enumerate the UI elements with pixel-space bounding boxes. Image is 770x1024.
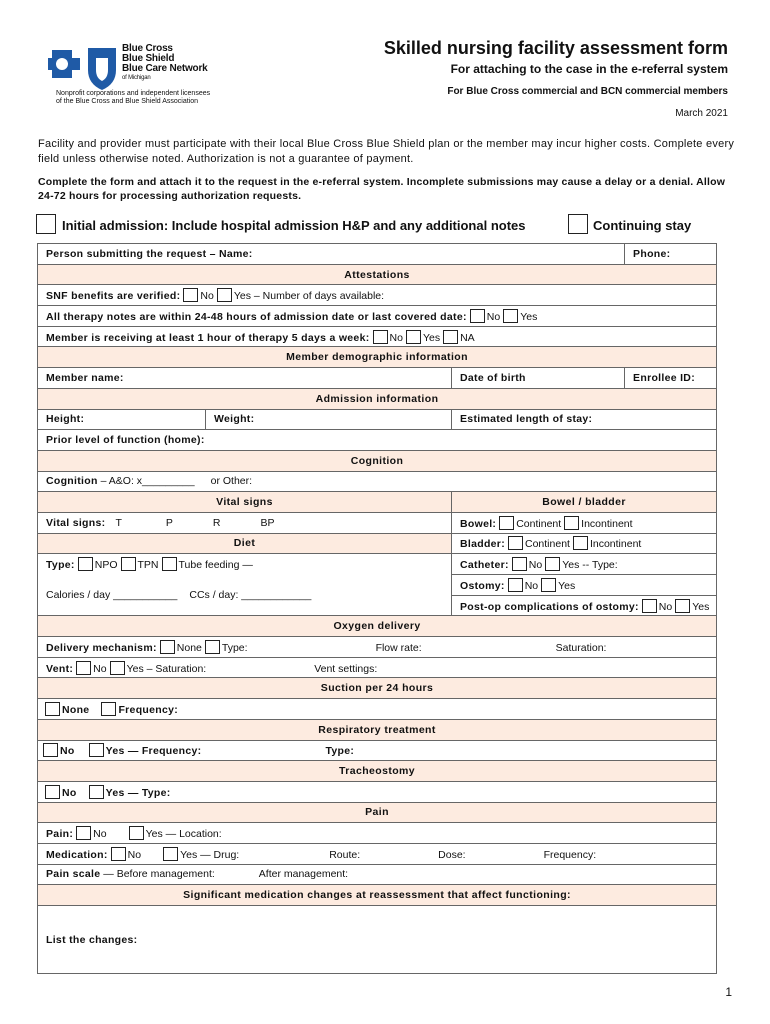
vent-yes-label: Yes – Saturation: (126, 662, 207, 675)
yes-label: Yes (558, 579, 576, 592)
table-row (38, 264, 717, 285)
therapy-notes-row (38, 306, 717, 327)
snf-yes-label: Yes – Number of days available: (233, 290, 385, 303)
table-row (38, 657, 717, 678)
table-row (38, 761, 717, 782)
yes-label: Yes (422, 331, 441, 344)
diet-npo-checkbox[interactable] (78, 557, 93, 571)
tube-feeding-label: Tube feeding — (178, 559, 253, 572)
continuing-stay-label: Continuing stay (593, 218, 692, 233)
logo-line: Blue Shield (122, 53, 175, 64)
therapy-notes-yes-checkbox[interactable] (503, 309, 518, 323)
vent-settings-label: Vent settings: (314, 662, 378, 675)
pain-label: Pain: (46, 828, 74, 841)
no-label: No (60, 745, 75, 758)
pain-scale-label: Pain scale (46, 868, 101, 881)
table-row (38, 409, 717, 430)
table-row (38, 843, 717, 864)
vent-no-checkbox[interactable] (76, 661, 91, 675)
continent-label: Continent (525, 538, 570, 551)
respiration-label: R (212, 516, 221, 529)
respiratory-row (38, 740, 717, 761)
table-row (38, 637, 717, 658)
list-changes-field[interactable]: List the changes: (38, 906, 717, 974)
bladder-label: Bladder: (460, 538, 505, 551)
cognition-row[interactable] (38, 471, 717, 492)
no-label: No (524, 579, 539, 592)
logo-sub-line: Nonprofit corporations and independent licensees (56, 90, 211, 97)
tracheostomy-row (38, 781, 717, 802)
section-header-medication-changes: Significant medication changes at reassessment that affect functioning: (38, 885, 717, 906)
section-header-pain: Pain (38, 802, 717, 823)
bowel-row (452, 512, 717, 533)
suction-frequency-checkbox[interactable] (101, 702, 116, 716)
snf-benefits-label: SNF benefits are verified: (46, 290, 181, 303)
blood-pressure-label: BP (260, 516, 275, 529)
page-number: 1 (725, 985, 732, 999)
bladder-incontinent-checkbox[interactable] (573, 536, 588, 550)
submitter-name-field[interactable]: Person submitting the request – Name: (38, 244, 625, 265)
route-label: Route: (329, 848, 361, 861)
table-row (38, 306, 717, 327)
npo-label: NPO (94, 559, 118, 572)
no-label: No (389, 331, 403, 344)
trach-no-checkbox[interactable] (45, 785, 60, 799)
temperature-label: T (115, 516, 122, 529)
respiratory-type-label: Type: (325, 745, 355, 758)
section-header-bowel-bladder: Bowel / bladder (452, 492, 717, 513)
table-row (38, 533, 717, 554)
table-row (38, 430, 717, 451)
therapy-notes-no-checkbox[interactable] (470, 309, 485, 323)
diet-tube-feeding-checkbox[interactable] (162, 557, 177, 571)
snf-benefits-row (38, 285, 717, 306)
section-header-oxygen: Oxygen delivery (38, 616, 717, 637)
enrollee-id-field[interactable]: Enrollee ID: (625, 368, 717, 389)
type-label: Type: (221, 641, 248, 654)
calories-row[interactable] (38, 575, 452, 616)
section-header-attestations: Attestations (38, 264, 717, 285)
pain-row (38, 823, 717, 844)
table-row (38, 326, 717, 347)
flow-rate-label: Flow rate: (375, 641, 422, 654)
bladder-continent-checkbox[interactable] (508, 536, 523, 550)
form-subtitle: For attaching to the case in the e-referral system (450, 62, 728, 76)
section-header-admission: Admission information (38, 388, 717, 409)
table-row (38, 699, 717, 720)
therapy-hour-no-checkbox[interactable] (373, 330, 388, 344)
bowel-continent-checkbox[interactable] (499, 516, 514, 530)
no-label: No (93, 828, 107, 841)
table-row (38, 678, 717, 699)
respiratory-yes-checkbox[interactable] (89, 743, 104, 757)
table-row (38, 719, 717, 740)
incontinent-label: Incontinent (581, 517, 633, 530)
logo-subtitle (56, 90, 210, 106)
date-of-birth-field[interactable]: Date of birth (452, 368, 625, 389)
catheter-row (452, 554, 717, 575)
table-row (38, 885, 717, 906)
table-row (38, 244, 717, 265)
incontinent-label: Incontinent (589, 538, 642, 551)
prior-level-of-function-field[interactable]: Prior level of function (home): (38, 430, 717, 451)
table-row (38, 347, 717, 368)
medication-no-checkbox[interactable] (111, 847, 126, 861)
therapy-hour-row (38, 326, 717, 347)
dose-label: Dose: (438, 848, 466, 861)
diet-tpn-checkbox[interactable] (121, 557, 136, 571)
table-row (38, 512, 717, 533)
logo-sub-line: of the Blue Cross and Blue Shield Association (56, 98, 199, 105)
vent-label: Vent: (46, 662, 74, 675)
medication-label: Medication: (46, 848, 108, 861)
no-label: No (127, 848, 142, 861)
none-label: None (176, 641, 202, 654)
table-row (38, 450, 717, 471)
intro-instructions: Complete the form and attach it to the request in the e-referral system. Incomplete submissions may cause a delay or a denial. Allow 24-72 hours for processing authorization requests. (38, 176, 726, 202)
section-header-tracheostomy: Tracheostomy (38, 761, 717, 782)
vent-yes-checkbox[interactable] (110, 661, 125, 675)
admission-type-row (36, 214, 736, 240)
vital-signs-label: Vital signs: (46, 516, 106, 529)
phone-field[interactable]: Phone: (625, 244, 717, 265)
catheter-no-checkbox[interactable] (512, 557, 527, 571)
after-management-label: After management: (258, 868, 349, 881)
saturation-label: Saturation: (555, 641, 607, 654)
yes-label: Yes (520, 310, 538, 323)
catheter-yes-label: Yes -- Type: (562, 559, 618, 572)
yes-location-label: Yes — Location: (145, 828, 222, 841)
bladder-row (452, 533, 717, 554)
yes-type-label: Yes — Type: (105, 786, 171, 799)
continuing-stay-checkbox[interactable] (568, 214, 588, 234)
form-title: Skilled nursing facility assessment form (383, 38, 728, 58)
trach-yes-checkbox[interactable] (89, 785, 104, 799)
no-label: No (93, 662, 107, 675)
initial-admission-checkbox[interactable] (36, 214, 56, 234)
delivery-mechanism-row (38, 637, 717, 658)
ostomy-no-checkbox[interactable] (508, 578, 523, 592)
logo-line: Blue Care Network (122, 63, 208, 74)
table-row (38, 616, 717, 637)
table-row (38, 388, 717, 409)
ostomy-row (452, 575, 717, 596)
table-row (38, 368, 717, 389)
no-label: No (200, 290, 214, 303)
yes-drug-label: Yes — Drug: (180, 848, 240, 861)
therapy-notes-label: All therapy notes are within 24-48 hours of admission date or last covered date: (46, 310, 467, 323)
pulse-label: P (165, 516, 173, 529)
section-header-vital-signs: Vital signs (38, 492, 452, 513)
bowel-incontinent-checkbox[interactable] (564, 516, 579, 530)
calories-label: Calories / day ___________ (46, 588, 178, 601)
therapy-hour-label: Member is receiving at least 1 hour of therapy 5 days a week: (46, 331, 370, 344)
respiratory-no-checkbox[interactable] (43, 743, 58, 757)
none-label: None (62, 703, 90, 716)
suction-row (38, 699, 717, 720)
cognition-ao-label: – A&O: x_________ (100, 475, 195, 488)
table-row (38, 802, 717, 823)
catheter-label: Catheter: (460, 559, 509, 572)
logo-line: Blue Cross (122, 43, 173, 54)
na-label: NA (460, 331, 475, 344)
delivery-none-checkbox[interactable] (160, 640, 175, 654)
vital-signs-row[interactable] (38, 512, 452, 533)
delivery-mechanism-label: Delivery mechanism: (46, 641, 157, 654)
yes-label: Yes (692, 600, 710, 613)
therapy-hour-yes-checkbox[interactable] (406, 330, 421, 344)
initial-admission-label: Initial admission: Include hospital admission H&P and any additional notes (62, 218, 526, 233)
assessment-form-table (37, 243, 717, 974)
table-row (38, 285, 717, 306)
catheter-yes-checkbox[interactable] (545, 557, 560, 571)
before-management-label: — Before management: (103, 868, 215, 881)
yes-frequency-label: Yes — Frequency: (105, 745, 202, 758)
suction-none-checkbox[interactable] (45, 702, 60, 716)
form-date: March 2021 (675, 108, 728, 119)
table-row (38, 781, 717, 802)
weight-field[interactable]: Weight: (206, 409, 452, 430)
vent-row (38, 657, 717, 678)
intro-paragraph: Facility and provider must participate with their local Blue Cross Blue Shield plan or the member may incur higher costs. Complete every field unless otherwise noted. Authorization is not a guarantee of payment. (38, 138, 735, 165)
table-row (38, 864, 717, 885)
frequency-label: Frequency: (118, 703, 179, 716)
pain-scale-row[interactable] (38, 864, 717, 885)
continent-label: Continent (516, 517, 562, 530)
table-row (38, 575, 717, 596)
no-label: No (658, 600, 673, 613)
postop-label: Post-op complications of ostomy: (460, 600, 639, 613)
table-row (38, 492, 717, 513)
postop-row (452, 595, 717, 616)
no-label: No (62, 786, 77, 799)
snf-no-checkbox[interactable] (183, 288, 198, 302)
cognition-label: Cognition (46, 475, 98, 488)
med-frequency-label: Frequency: (543, 848, 597, 861)
pain-no-checkbox[interactable] (76, 826, 91, 840)
no-label: No (486, 310, 501, 323)
table-row (38, 823, 717, 844)
medication-row (38, 843, 717, 864)
medication-yes-checkbox[interactable] (163, 847, 178, 861)
cognition-other-label: or Other: (210, 475, 253, 488)
height-field[interactable]: Height: (38, 409, 206, 430)
diet-type-row (38, 554, 452, 575)
table-row (38, 471, 717, 492)
length-of-stay-field[interactable]: Estimated length of stay: (452, 409, 717, 430)
ostomy-yes-checkbox[interactable] (541, 578, 556, 592)
ccs-label: CCs / day: ____________ (189, 588, 312, 601)
logo-line: of Michigan (122, 75, 151, 81)
table-row (38, 740, 717, 761)
member-name-field[interactable]: Member name: (38, 368, 452, 389)
section-header-respiratory: Respiratory treatment (38, 719, 717, 740)
pain-yes-checkbox[interactable] (129, 826, 144, 840)
tpn-label: TPN (137, 559, 159, 572)
ostomy-label: Ostomy: (460, 579, 505, 592)
logo-wordmark (122, 44, 208, 82)
bowel-label: Bowel: (460, 517, 497, 530)
table-row (38, 906, 717, 974)
no-label: No (528, 559, 543, 572)
snf-yes-checkbox[interactable] (217, 288, 232, 302)
diet-type-label: Type: (46, 559, 75, 572)
delivery-type-checkbox[interactable] (205, 640, 220, 654)
postop-no-checkbox[interactable] (642, 599, 657, 613)
section-header-cognition: Cognition (38, 450, 717, 471)
section-header-demographics: Member demographic information (38, 347, 717, 368)
postop-yes-checkbox[interactable] (675, 599, 690, 613)
table-row (38, 554, 717, 575)
section-header-diet: Diet (38, 533, 452, 554)
therapy-hour-na-checkbox[interactable] (443, 330, 458, 344)
section-header-suction: Suction per 24 hours (38, 678, 717, 699)
form-audience: For Blue Cross commercial and BCN commercial members (447, 86, 728, 97)
